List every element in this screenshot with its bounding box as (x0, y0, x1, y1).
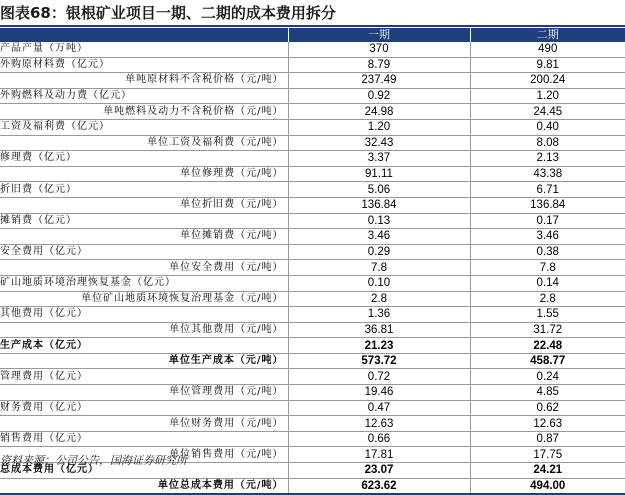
table-row (0, 338, 625, 354)
phase1-value: 623.62 (288, 478, 470, 494)
row-label: 生产成本（亿元） (0, 338, 288, 354)
phase1-value: 0.92 (288, 88, 470, 104)
row-sublabel: 单位销售费用（元/吨） (0, 447, 288, 463)
phase2-value: 136.84 (470, 197, 625, 213)
table-row (0, 166, 625, 182)
row-label: 摊销费（亿元） (0, 213, 288, 229)
phase2-value: 1.55 (470, 307, 625, 323)
row-label: 产品产量（万吨） (0, 42, 288, 57)
row-sublabel: 单位摊销费（元/吨） (0, 229, 288, 245)
row-sublabel: 单位生产成本（元/吨） (0, 353, 288, 369)
phase1-value: 0.10 (288, 275, 470, 291)
phase1-value: 36.81 (288, 322, 470, 338)
phase2-value: 24.21 (470, 463, 625, 479)
table-row (0, 291, 625, 307)
row-label: 外购燃料及动力费（亿元） (0, 88, 288, 104)
row-sublabel: 单吨原材料不含税价格（元/吨） (0, 73, 288, 89)
phase1-value: 0.13 (288, 213, 470, 229)
phase2-value: 7.8 (470, 260, 625, 276)
phase1-value: 3.37 (288, 151, 470, 167)
row-sublabel: 单位其他费用（元/吨） (0, 322, 288, 338)
row-sublabel: 单吨燃料及动力不含税价格（元/吨） (0, 104, 288, 120)
phase1-value: 5.06 (288, 182, 470, 198)
phase2-value: 0.62 (470, 400, 625, 416)
table-row (0, 104, 625, 120)
phase1-value: 21.23 (288, 338, 470, 354)
row-sublabel: 单位总成本费用（元/吨） (0, 478, 288, 494)
row-sublabel: 单位财务费用（元/吨） (0, 416, 288, 432)
title-rule (0, 25, 625, 27)
table-row (0, 73, 625, 89)
table-header-row (0, 28, 625, 42)
row-label: 折旧费（亿元） (0, 182, 288, 198)
row-sublabel: 单位矿山地质环境恢复治理基金（元/吨） (0, 291, 288, 307)
phase1-value: 0.66 (288, 431, 470, 447)
phase1-value: 7.8 (288, 260, 470, 276)
phase1-value: 0.47 (288, 400, 470, 416)
header-phase2: 二期 (470, 28, 625, 42)
phase1-value: 3.46 (288, 229, 470, 245)
table-row (0, 57, 625, 73)
phase1-value: 91.11 (288, 166, 470, 182)
table-row (0, 135, 625, 151)
phase2-value: 6.71 (470, 182, 625, 198)
phase1-value: 0.29 (288, 244, 470, 260)
table-row (0, 322, 625, 338)
table-row (0, 119, 625, 135)
table-row (0, 260, 625, 276)
phase2-value: 43.38 (470, 166, 625, 182)
phase2-value: 17.75 (470, 447, 625, 463)
header-label-cell (0, 28, 288, 42)
phase1-value: 12.63 (288, 416, 470, 432)
phase2-value: 0.87 (470, 431, 625, 447)
row-label: 财务费用（亿元） (0, 400, 288, 416)
row-sublabel: 单位管理费用（元/吨） (0, 385, 288, 401)
phase1-value: 2.8 (288, 291, 470, 307)
row-label: 总成本费用（亿元） (0, 463, 288, 479)
table-row (0, 275, 625, 291)
phase1-value: 32.43 (288, 135, 470, 151)
phase2-value: 0.24 (470, 369, 625, 385)
row-sublabel: 单位安全费用（元/吨） (0, 260, 288, 276)
phase1-value: 23.07 (288, 463, 470, 479)
phase1-value: 1.20 (288, 119, 470, 135)
table-row (0, 431, 625, 447)
phase2-value: 2.8 (470, 291, 625, 307)
table-row (0, 385, 625, 401)
phase1-value: 8.79 (288, 57, 470, 73)
row-label: 销售费用（亿元） (0, 431, 288, 447)
row-label: 修理费（亿元） (0, 151, 288, 167)
table-row (0, 307, 625, 323)
table-row (0, 416, 625, 432)
table-row (0, 213, 625, 229)
phase2-value: 2.13 (470, 151, 625, 167)
phase2-value: 8.08 (470, 135, 625, 151)
phase2-value: 1.20 (470, 88, 625, 104)
table-row (0, 353, 625, 369)
phase2-value: 0.14 (470, 275, 625, 291)
cost-breakdown-table (0, 28, 625, 495)
phase2-value: 0.38 (470, 244, 625, 260)
row-sublabel: 单位修理费（元/吨） (0, 166, 288, 182)
phase2-value: 9.81 (470, 57, 625, 73)
phase2-value: 200.24 (470, 73, 625, 89)
figure-title: 图表68：银根矿业项目一期、二期的成本费用拆分 (0, 4, 336, 22)
row-label: 其他费用（亿元） (0, 307, 288, 323)
phase2-value: 22.48 (470, 338, 625, 354)
row-label: 工资及福利费（亿元） (0, 119, 288, 135)
phase1-value: 573.72 (288, 353, 470, 369)
table-row (0, 88, 625, 104)
phase1-value: 136.84 (288, 197, 470, 213)
source-note: 资料来源：公司公告，国海证券研究所 (0, 454, 187, 467)
table-row (0, 478, 625, 494)
table-row (0, 151, 625, 167)
phase1-value: 24.98 (288, 104, 470, 120)
phase2-value: 31.72 (470, 322, 625, 338)
row-sublabel: 单位折旧费（元/吨） (0, 197, 288, 213)
phase2-value: 0.40 (470, 119, 625, 135)
table-row (0, 182, 625, 198)
phase2-value: 4.85 (470, 385, 625, 401)
table-row (0, 197, 625, 213)
phase1-value: 237.49 (288, 73, 470, 89)
table-row (0, 369, 625, 385)
phase1-value: 0.72 (288, 369, 470, 385)
row-label: 外购原材料费（亿元） (0, 57, 288, 73)
phase1-value: 19.46 (288, 385, 470, 401)
table-body (0, 42, 625, 494)
phase2-value: 24.45 (470, 104, 625, 120)
phase2-value: 12.63 (470, 416, 625, 432)
phase2-value: 458.77 (470, 353, 625, 369)
phase2-value: 3.46 (470, 229, 625, 245)
table-row (0, 400, 625, 416)
phase1-value: 370 (288, 42, 470, 57)
table-row (0, 229, 625, 245)
phase1-value: 1.36 (288, 307, 470, 323)
phase2-value: 0.17 (470, 213, 625, 229)
table-row (0, 42, 625, 57)
row-sublabel: 单位工资及福利费（元/吨） (0, 135, 288, 151)
table-row (0, 244, 625, 260)
header-phase1: 一期 (288, 28, 470, 42)
row-label: 矿山地质环境治理恢复基金（亿元） (0, 275, 288, 291)
row-label: 管理费用（亿元） (0, 369, 288, 385)
phase1-value: 17.81 (288, 447, 470, 463)
row-label: 安全费用（亿元） (0, 244, 288, 260)
phase2-value: 494.00 (470, 478, 625, 494)
phase2-value: 490 (470, 42, 625, 57)
